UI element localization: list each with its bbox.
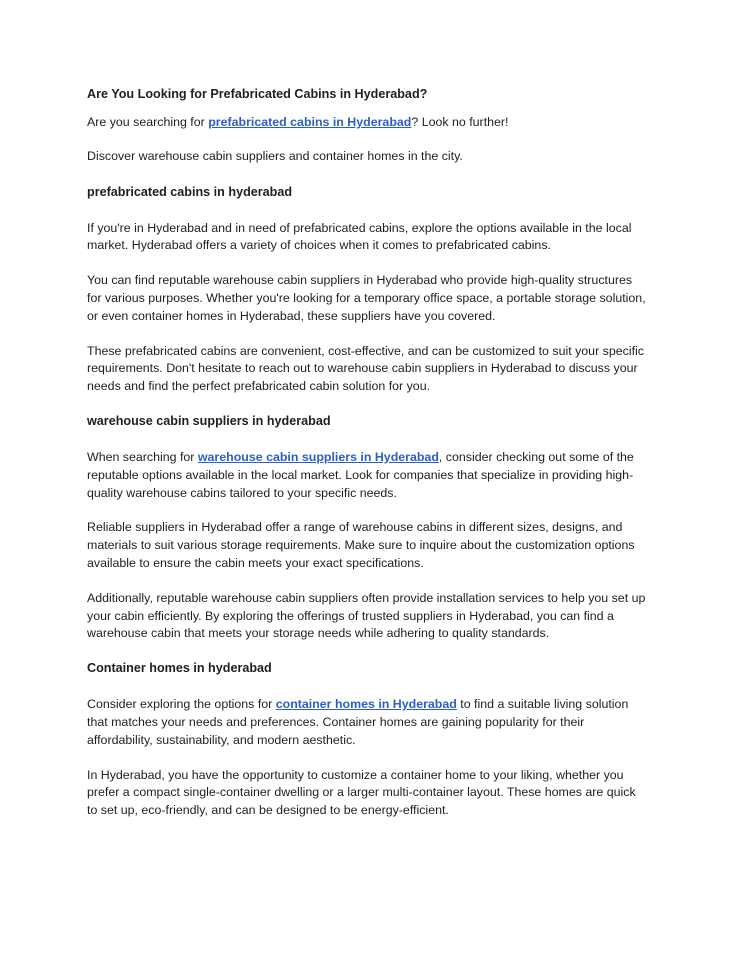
intro-paragraph: [87, 114, 649, 132]
paragraph: In Hyderabad, you have the opportunity to customize a container home to your liking, whether you prefer a compact single-container dwelling or a larger multi-container layout. These homes are quick to set up, eco-friendly, and can be designed to be energy-efficient.: [87, 767, 636, 818]
lead-text-after: to find a suitable living solution that matches your needs and preferences. Container homes are gaining popularity for their affordability, sustainability, and modern aesthetic.: [87, 697, 629, 747]
warehouse-cabin-suppliers-link[interactable]: warehouse cabin suppliers in Hyderabad: [197, 449, 439, 464]
intro-text-after: ? Look no further!: [411, 115, 509, 129]
paragraph: If you're in Hyderabad and in need of prefabricated cabins, explore the options available in the local market. Hyderabad offers a variety of choices when it comes to prefabricated cabins.: [87, 220, 632, 253]
intro-text-before: Are you searching for: [87, 115, 209, 129]
prefabricated-cabins-link[interactable]: prefabricated cabins in Hyderabad: [208, 115, 412, 129]
paragraph-with-link: [87, 696, 649, 749]
paragraph: Additionally, reputable warehouse cabin suppliers often provide installation services to help you set up your cabin efficiently. By exploring the offerings of trusted suppliers in Hyderabad, you can find a warehouse cabin that meets your storage needs while adhering to quality standards.: [87, 590, 646, 641]
section-heading-container-homes: Container homes in hyderabad: [87, 661, 272, 676]
lead-text-after: , consider checking out some of the reputable options available in the local market. Look for companies that specialize in providing high-quality warehouse cabins tailored to your specific needs.: [87, 449, 634, 500]
lead-text-before: When searching for: [87, 449, 198, 464]
intro-paragraph-2: Discover warehouse cabin suppliers and container homes in the city.: [87, 148, 463, 163]
document-page: [87, 86, 649, 837]
document-title: Are You Looking for Prefabricated Cabins in Hyderabad?: [87, 87, 428, 101]
section-heading-prefabricated-cabins: prefabricated cabins in hyderabad: [87, 184, 293, 199]
paragraph: You can find reputable warehouse cabin suppliers in Hyderabad who provide high-quality structures for various purposes. Whether you're looking for a temporary office space, a portable storage solution, or even container homes in Hyderabad, these suppliers have you covered.: [87, 273, 646, 323]
container-homes-link[interactable]: container homes in Hyderabad: [275, 697, 457, 712]
paragraph: These prefabricated cabins are convenient, cost-effective, and can be customized to suit your specific requirements. Don't hesitate to reach out to warehouse cabin suppliers in Hyderabad to discuss your needs and find the perfect prefabricated cabin solution for you.: [87, 343, 644, 394]
section-heading-warehouse-cabin-suppliers: warehouse cabin suppliers in hyderabad: [87, 413, 331, 428]
paragraph: Reliable suppliers in Hyderabad offer a range of warehouse cabins in different sizes, designs, and materials to suit various storage requirements. Make sure to inquire about the customization options available to ensure the cabin meets your exact specifications.: [87, 520, 635, 570]
lead-text-before: Consider exploring the options for: [87, 697, 276, 712]
paragraph-with-link: [87, 449, 649, 502]
